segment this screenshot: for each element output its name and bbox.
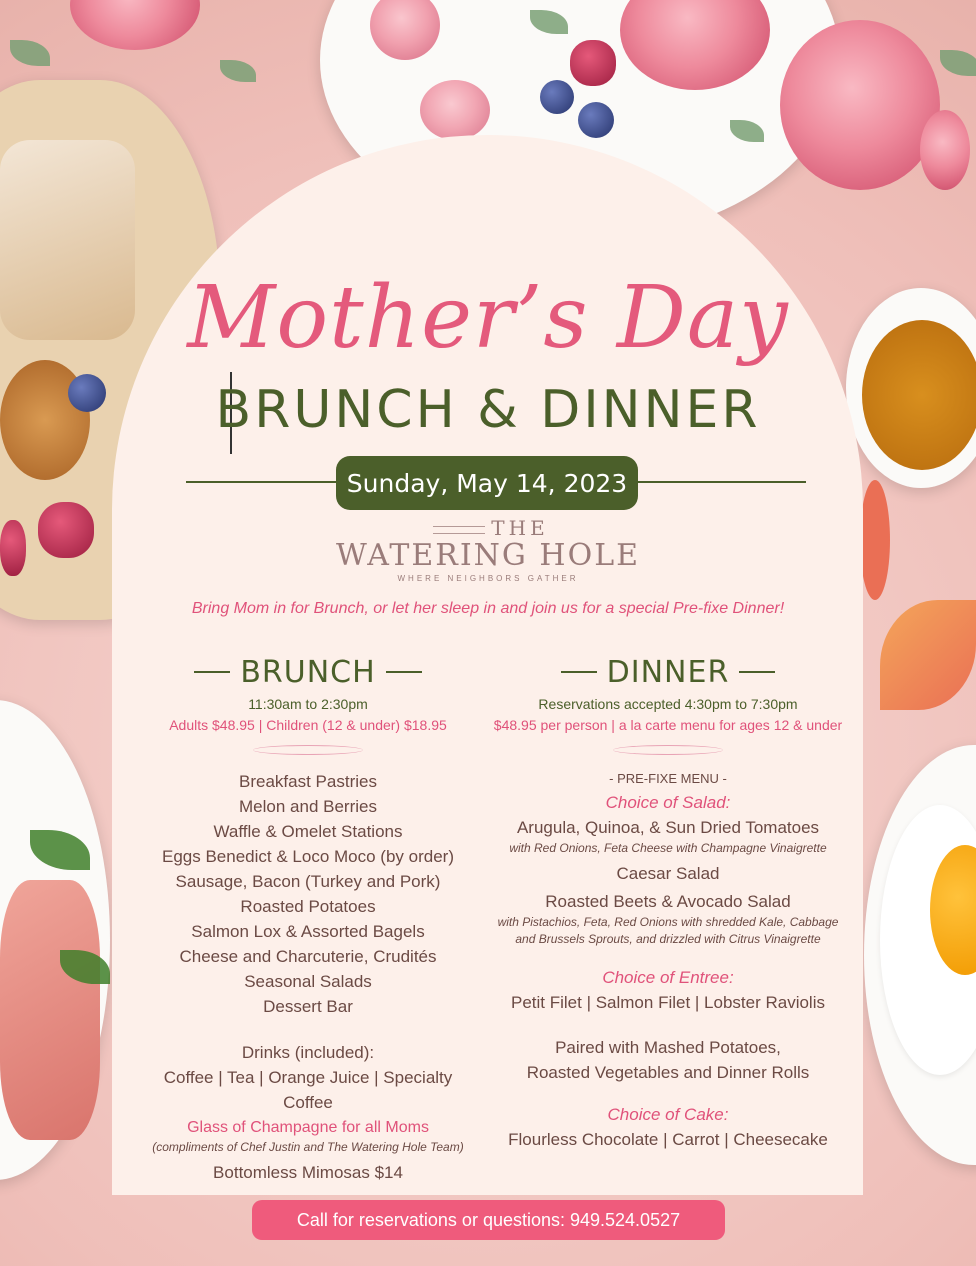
champagne-offer: Glass of Champagne for all Moms <box>187 1119 429 1136</box>
sides-line: Roasted Vegetables and Dinner Rolls <box>526 1063 810 1082</box>
raspberry-icon <box>570 40 616 86</box>
logo-name: WATERING HOLE <box>335 538 641 573</box>
salad-option: Arugula, Quinoa, & Sun Dried Tomatoes <box>516 818 820 837</box>
salad-note: with Red Onions, Feta Cheese with Champagne Vinaigrette <box>509 841 827 855</box>
brunch-section <box>138 652 478 1185</box>
leaf-icon <box>220 60 256 82</box>
champagne-note: (compliments of Chef Justin and The Watering Hole Team) <box>152 1140 464 1154</box>
intro-tagline: Bring Mom in for Brunch, or let her sleep in and join us for a special Pre-fixe Dinner! <box>191 600 785 617</box>
dinner-time: Reservations accepted 4:30pm to 7:30pm <box>538 696 798 712</box>
brunch-item-list <box>138 769 478 1019</box>
wave-ornament-icon <box>433 526 485 534</box>
entree-label: Choice of Entree: <box>602 968 734 987</box>
dinner-section <box>478 652 858 1152</box>
blueberry-icon <box>540 80 574 114</box>
logo-the-text: THE <box>0 516 976 540</box>
salad-label: Choice of Salad: <box>605 793 731 812</box>
rose-icon <box>70 0 200 50</box>
drinks-list: Coffee | Tea | Orange Juice | Specialty Coffee <box>163 1068 453 1112</box>
restaurant-logo <box>0 516 976 583</box>
heading-rule <box>561 671 597 673</box>
date-rule-right <box>638 481 806 483</box>
list-item: Melon and Berries <box>239 797 377 816</box>
list-item: Seasonal Salads <box>244 972 372 991</box>
prosciutto-image <box>0 880 100 1140</box>
salad-option: Caesar Salad <box>616 864 720 883</box>
list-item: Waffle & Omelet Stations <box>213 822 403 841</box>
list-item: Roasted Potatoes <box>240 897 376 916</box>
heading-rule <box>386 671 422 673</box>
dinner-price: $48.95 per person | a la carte menu for ages 12 & under <box>493 717 843 733</box>
dinner-heading: DINNER <box>478 652 858 692</box>
drinks-label: Drinks (included): <box>241 1043 375 1062</box>
salad-note: and Brussels Sprouts, and drizzled with Citrus Vinaigrette <box>515 932 821 946</box>
event-date-badge: Sunday, May 14, 2023 <box>336 456 638 510</box>
mimosas-offer: Bottomless Mimosas $14 <box>213 1163 403 1182</box>
heading-rule <box>194 671 230 673</box>
rose-icon <box>920 110 970 190</box>
date-rule-left <box>186 481 336 483</box>
sides-line: Paired with Mashed Potatoes, <box>555 1038 781 1057</box>
page-subtitle: BRUNCH & DINNER <box>215 380 761 440</box>
brunch-heading: BRUNCH <box>138 652 478 692</box>
reservation-phone-banner[interactable]: Call for reservations or questions: 949.524.0527 <box>252 1200 725 1240</box>
list-item: Dessert Bar <box>263 997 353 1016</box>
leaf-icon <box>10 40 50 66</box>
salad-note: with Pistachios, Feta, Red Onions with shredded Kale, Cabbage <box>497 915 839 929</box>
brunch-time: 11:30am to 2:30pm <box>248 696 368 712</box>
list-item: Eggs Benedict & Loco Moco (by order) <box>162 847 454 866</box>
prefixe-label: - PRE-FIXE MENU - <box>609 771 727 786</box>
rose-icon <box>780 20 940 190</box>
leaf-icon <box>940 50 976 76</box>
entree-options: Petit Filet | Salmon Filet | Lobster Raviolis <box>510 993 825 1012</box>
page-title-script: Mother’s Day <box>187 268 789 368</box>
list-item: Sausage, Bacon (Turkey and Pork) <box>175 872 441 891</box>
logo-tagline: WHERE NEIGHBORS GATHER <box>397 574 579 583</box>
blueberry-icon <box>578 102 614 138</box>
cake-label: Choice of Cake: <box>607 1105 729 1124</box>
swirl-divider-icon <box>613 745 723 755</box>
list-item: Cheese and Charcuterie, Crudités <box>179 947 437 966</box>
swirl-divider-icon <box>253 745 363 755</box>
rose-icon <box>420 80 490 140</box>
list-item: Salmon Lox & Assorted Bagels <box>191 922 425 941</box>
heading-rule <box>739 671 775 673</box>
list-item: Breakfast Pastries <box>239 772 377 791</box>
salad-option: Roasted Beets & Avocado Salad <box>545 892 791 911</box>
brunch-price: Adults $48.95 | Children (12 & under) $18.95 <box>169 717 447 733</box>
cake-options: Flourless Chocolate | Carrot | Cheesecake <box>508 1130 828 1149</box>
